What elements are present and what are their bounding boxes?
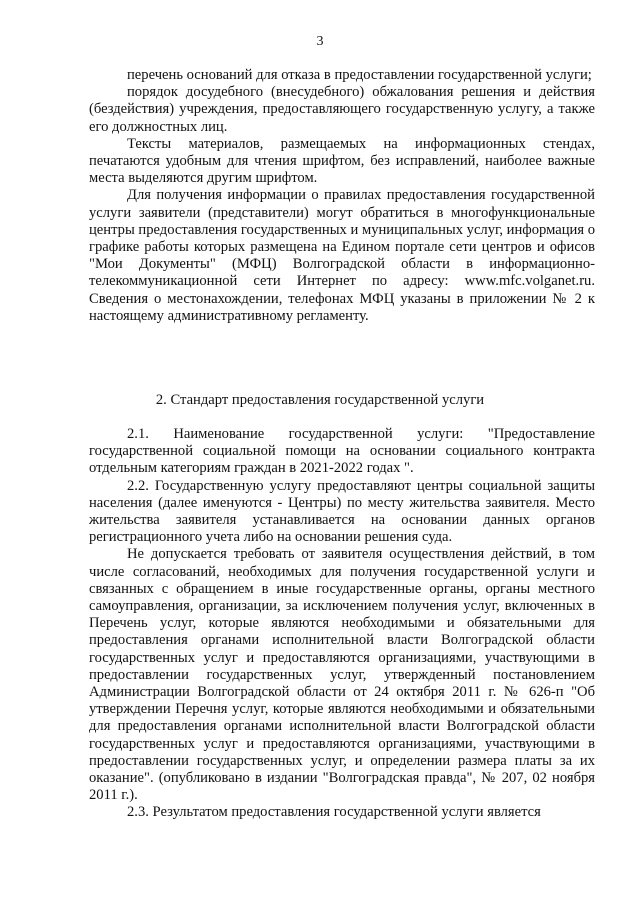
page-number: 3 [316,34,324,49]
intro-text-block [89,67,595,325]
paragraph-2-3: 2.3. Результатом предоставления государственной услуги является [127,804,541,821]
paragraph-mfc-information: Для получения информации о правилах предоставления государственной услуги заявители (представители) могут обратиться в многофункциональные центры предоставления государственных и муниципальных услуг, информация о графике работы которых размещена на Едином портале сети центров и офисов "Мои Документы" (МФЦ) Волгоградской области в информационно-телекоммуникационной сети Интернет по адресу: www.mfc.volganet.ru. Сведения о местонахождении, телефонах МФЦ указаны в приложении № 2 к настоящему административному регламенту. [89,187,595,324]
section-text-block [89,426,595,822]
paragraph-stand-materials: Тексты материалов, размещаемых на информационных стендах, печатаются удобным для чтения шрифтом, без исправлений, наиболее важные места выделяются другим шрифтом. [89,135,595,187]
paragraph-2-2: 2.2. Государственную услугу предоставляют центры социальной защиты населения (далее именуются - Центры) по месту жительства заявителя. Место жительства заявителя устанавливается на основании данных органов регистрационного учета либо на основании решения суда. [89,477,595,546]
paragraph-refusal-grounds: перечень оснований для отказа в предоставлении государственной услуги; [127,67,592,83]
paragraph-requirements: Не допускается требовать от заявителя осуществления действий, в том числе согласований, необходимых для получения государственной услуги и связанных с обращением в иные государственные органы, органы местного самоуправления, организации, за исключением получения услуг, включенных в Перечень услуг, которые являются необходимыми и обязательными для предоставления органами исполнительной власти Волгоградской области государственных услуг и предоставляются организациями, участвующими в предоставлении государственных услуг, утвержденный постановлением Администрации Волгоградской области от 24 октября 2011 г. № 626-п "Об утверждении Перечня услуг, которые являются необходимыми и обязательными для предоставления органами исполнительной власти Волгоградской области государственных услуг и предоставляются организациями, участвующими в предоставлении государственных услуг, и определении размера платы за их оказание". (опубликовано в издании "Волгоградская правда", № 207, 02 ноября 2011 г.). [89,546,595,804]
paragraph-appeal-procedure: порядок досудебного (внесудебного) обжалования решения и действия (бездействия) учреждения, предоставляющего государственную услугу, а также его должностных лиц. [89,84,595,135]
paragraph-2-1: 2.1. Наименование государственной услуги: "Предоставление государственной социальной помощи на основании социального контракта отдельным категориям граждан в 2021-2022 годах ". [89,426,595,477]
section-heading: 2. Стандарт предоставления государственной услуги [155,392,485,408]
